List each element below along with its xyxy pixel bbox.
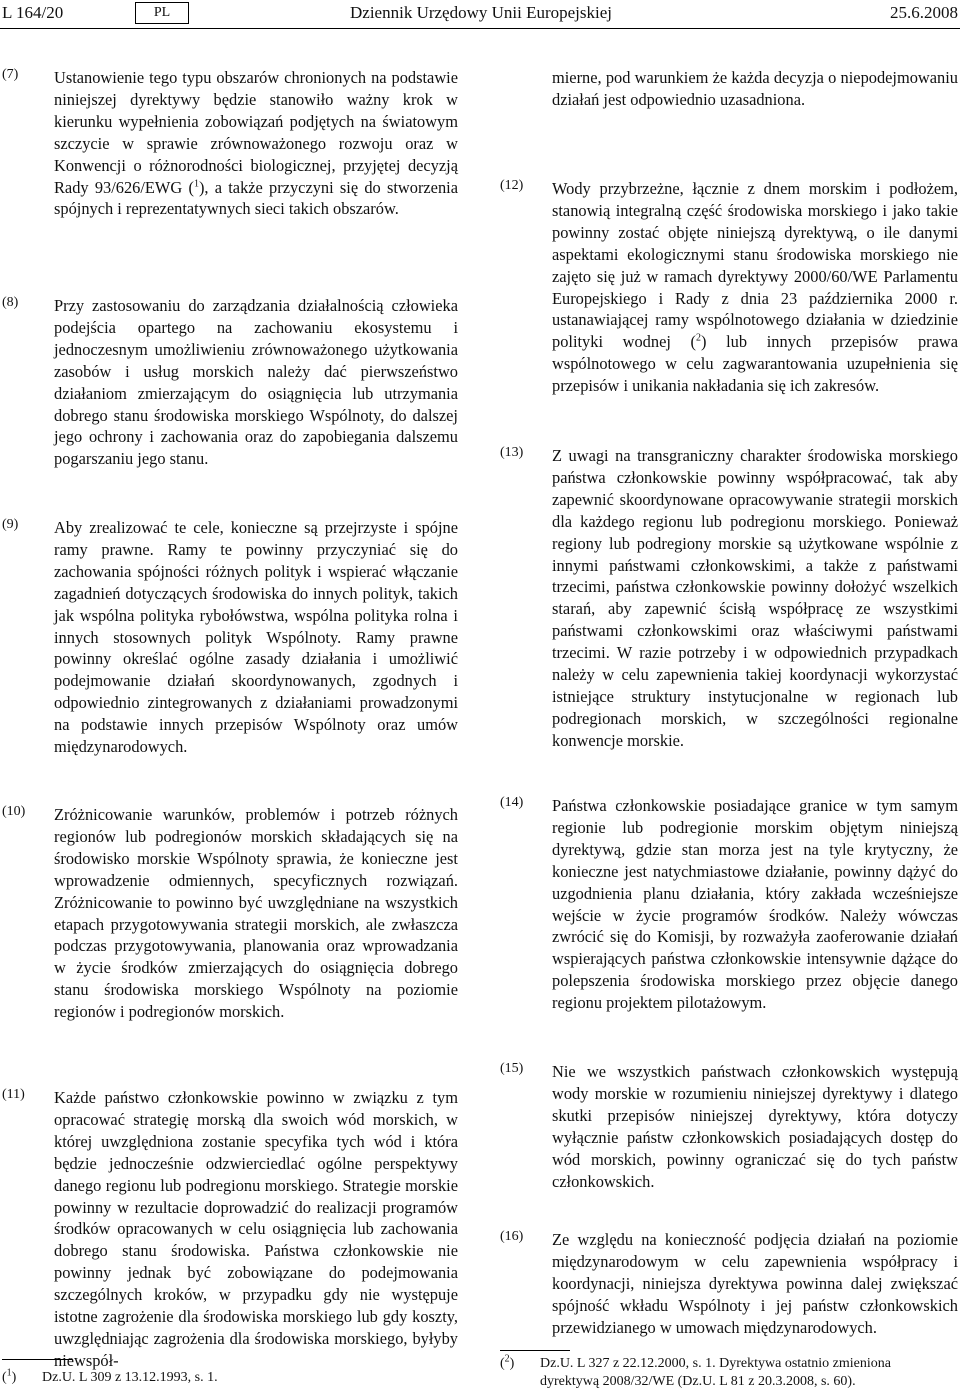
footnote-text-line-1: Dz.U. L 327 z 22.12.2000, s. 1. Dyrektywa ostatnio zmieniona — [540, 1356, 891, 1371]
recital-text: Ustanowienie tego typu obszarów chronionych na podstawie niniejszej dyrektywy będzie stanowiło ważny krok w kierunku wypełnienia zobowiązań podjętych na światowym szczycie w sprawie zrównoważonego rozwoju oraz w Konwencji o różnorodności biologicznej, przyjętej decyzją Rady 93/626/EWG ($^1$), a także przyczyni się do stworzenia spójnych i reprezentatywnych sieci takich obszarów. — [54, 68, 458, 219]
recital-text: Z uwagi na transgraniczny charakter środowiska morskiego państwa członkowskie powinny współpracować, tak aby zapewnić skoordynowane opracowywanie strategii morskich dla każdego regionu lub podregionu morskiego. Ponieważ regiony lub podregiony morskie są użytkowane wspólnie z innymi państwami członkowskimi, a także z państwami trzecimi, państwa członkowskie powinny dołożyć wszelkich starań, aby zapewnić ścisłą współpracę ze wszystkimi państwami członkowskimi oraz właściwymi państwami trzecimi. W razie potrzeby i w odpowiednich przypadkach należy w celu zapewnienia takiej koordynacji wykorzystać istniejące struktury instytucjonalne w regionach lub podregionach morskich, w szczególności regionalne konwencje morskie. — [552, 446, 958, 750]
recital-number: (16) — [500, 1229, 524, 1244]
footnote-number: 1 — [6, 1367, 12, 1379]
recital-text: Zróżnicowanie warunków, problemów i potrzeb różnych regionów lub podregionów morskich składających się na środowisko morskie Wspólnoty sprawia, że konieczne jest wprowadzenie odmiennych, specyficznych rozwiązań. Zróżnicowanie to powinno być uwzględniane na wszystkich etapach przygotowywania strategii morskich, ale zwłaszcza podczas przygotowywania, planowania oraz wprowadzania w życie środków zmierzających do osiągnięcia dobrego stanu środowiska morskiego Wspólnoty na poziomie regionów i podregionów morskich. — [54, 805, 458, 1022]
recital-number: (15) — [500, 1061, 524, 1076]
recital-text: Każde państwo członkowskie powinno w związku z tym opracować strategię morską dla swoich wód morskich, w której uwzględniona zostanie specyfika tych wód i która będzie jednocześnie odzwierciedlać ogólne perspektywy danego regionu lub podregionu morskiego. Strategie morskie powinny w rezultacie doprowadzić do realizacji programów środków opracowanych w celu osiągnięcia lub zachowania dobrego stanu środowiska. Państwa członkowskie nie powinny jednak być zobowiązane do podejmowania szczególnych kroków, w przypadku gdy nie występuje istotne zagrożenie dla środowiska morskiego lub gdy koszty, uwzględniając zagrożenia dla środowiska morskiego, byłyby niewspół- — [54, 1088, 458, 1370]
recital-text: Wody przybrzeżne, łącznie z dnem morskim i podłożem, stanowią integralną część środowiska morskiego i jako takie powinny zostać objęte niniejszą dyrektywą, o ile danymi aspektami ekologicznymi stanu środowiska morskiego nie zajęto się już w ramach dyrektywy 2000/60/WE Parlamentu Europejskiego i Rady z dnia 23 października 2000 r. ustanawiającej ramy wspólnotowego działania w dziedzinie polityki wodnej ($^2$) lub innych przepisów prawa wspólnotowego w celu zagwarantowania uzupełnienia się przepisów i unikania nakładania się ich zakresów. — [552, 179, 958, 396]
recital-text: Państwa członkowskie posiadające granice w tym samym regionie lub podregionie morskim objętym niniejszą dyrektywą, gdzie stan morza jest na tyle krytyczny, że konieczne jest natychmiastowe działanie, powinny dążyć do uzgodnienia planu działania, który zakłada wcześniejsze wejście w życie programów środków. Należy wówczas zwrócić się do Komisji, by rozważyła zaoferowanie działań wspierających państwa członkowskie intensywnie dążące do polepszenia środowiska morskiego przez objęcie danego regionu projektem pilotażowym. — [552, 796, 958, 1013]
publication-date: 25.6.2008 — [890, 3, 958, 22]
footnote-text: Dz.U. L 309 z 13.12.1993, s. 1. — [42, 1370, 218, 1385]
recital-number: (13) — [500, 445, 524, 460]
recital-number: (9) — [2, 517, 19, 532]
footnote-ref-2[interactable]: 2 — [696, 332, 701, 344]
footnote-text-line-2: dyrektywą 2008/32/WE (Dz.U. L 81 z 20.3.2008, s. 60). — [540, 1374, 856, 1389]
journal-title: Dziennik Urzędowy Unii Europejskiej — [350, 3, 613, 22]
language-code-box: PL — [135, 2, 189, 24]
page-header — [0, 0, 960, 32]
recital-text: Ze względu na konieczność podjęcia działań na poziomie międzynarodowym w celu zapewnienia współpracy i koordynacji, niniejsza dyrektywa powinna dalej zwiększać spójność wkładu Wspólnoty i jej państw członkowskich przewidzianego w umowach międzynarodowych. — [552, 1230, 958, 1337]
recital-text: Aby zrealizować te cele, konieczne są przejrzyste i spójne ramy prawne. Ramy te powinny przyczyniać się do zachowania spójności różnych polityk i wspierać włączanie zagadnień dotyczących środowiska do innych polityk, takich jak wspólna polityka rybołówstwa, wspólna polityka rolna i innych stosownych polityk Wspólnoty. Ramy prawne powinny określać ogólne zasady działania i umożliwić podejmowanie działań skoordynowanych, zgodnych i odpowiednio zintegrowanych z działaniami prowadzonymi na podstawie innych przepisów Wspólnoty oraz umów międzynarodowych. — [54, 518, 458, 757]
recital-text: mierne, pod warunkiem że każda decyzja o niepodejmowaniu działań jest odpowiednio uzasadniona. — [552, 68, 958, 109]
footnote-ref-1[interactable]: 1 — [193, 178, 199, 190]
footnote-separator — [500, 1350, 570, 1351]
recital-text: Nie we wszystkich państwach członkowskich występują wody morskie w rozumieniu niniejszej dyrektywy i dlatego skutki przepisów niniejszej dyrektywy, która dotyczy wyłącznie państw członkowskich posiadających dostęp do wód morskich, powinny ograniczać się do tych państw członkowskich. — [552, 1062, 958, 1191]
recital-number: (7) — [2, 67, 19, 82]
header-rule — [0, 28, 960, 29]
recital-number: (11) — [2, 1087, 25, 1102]
recital-number: (8) — [2, 295, 19, 310]
recital-number: (14) — [500, 795, 524, 810]
footnote-number: 2 — [504, 1353, 510, 1365]
recital-number: (10) — [2, 804, 26, 819]
recital-number: (12) — [500, 178, 524, 193]
recital-text: Przy zastosowaniu do zarządzania działalnością człowieka podejścia opartego na zachowaniu ekosystemu i jednoczesnym umożliwieniu zrównoważonego użytkowania zasobów i usług morskich należy dać pierwszeństwo działaniom zmierzającym do osiągnięcia lub utrzymania dobrego stanu środowiska morskiego Wspólnoty, do dalszej jego ochrony i zachowania oraz do zapobiegania dalszemu pogarszaniu jego stanu. — [54, 296, 458, 469]
oj-reference: L 164/20 — [2, 3, 64, 22]
footnote-separator — [2, 1359, 72, 1360]
